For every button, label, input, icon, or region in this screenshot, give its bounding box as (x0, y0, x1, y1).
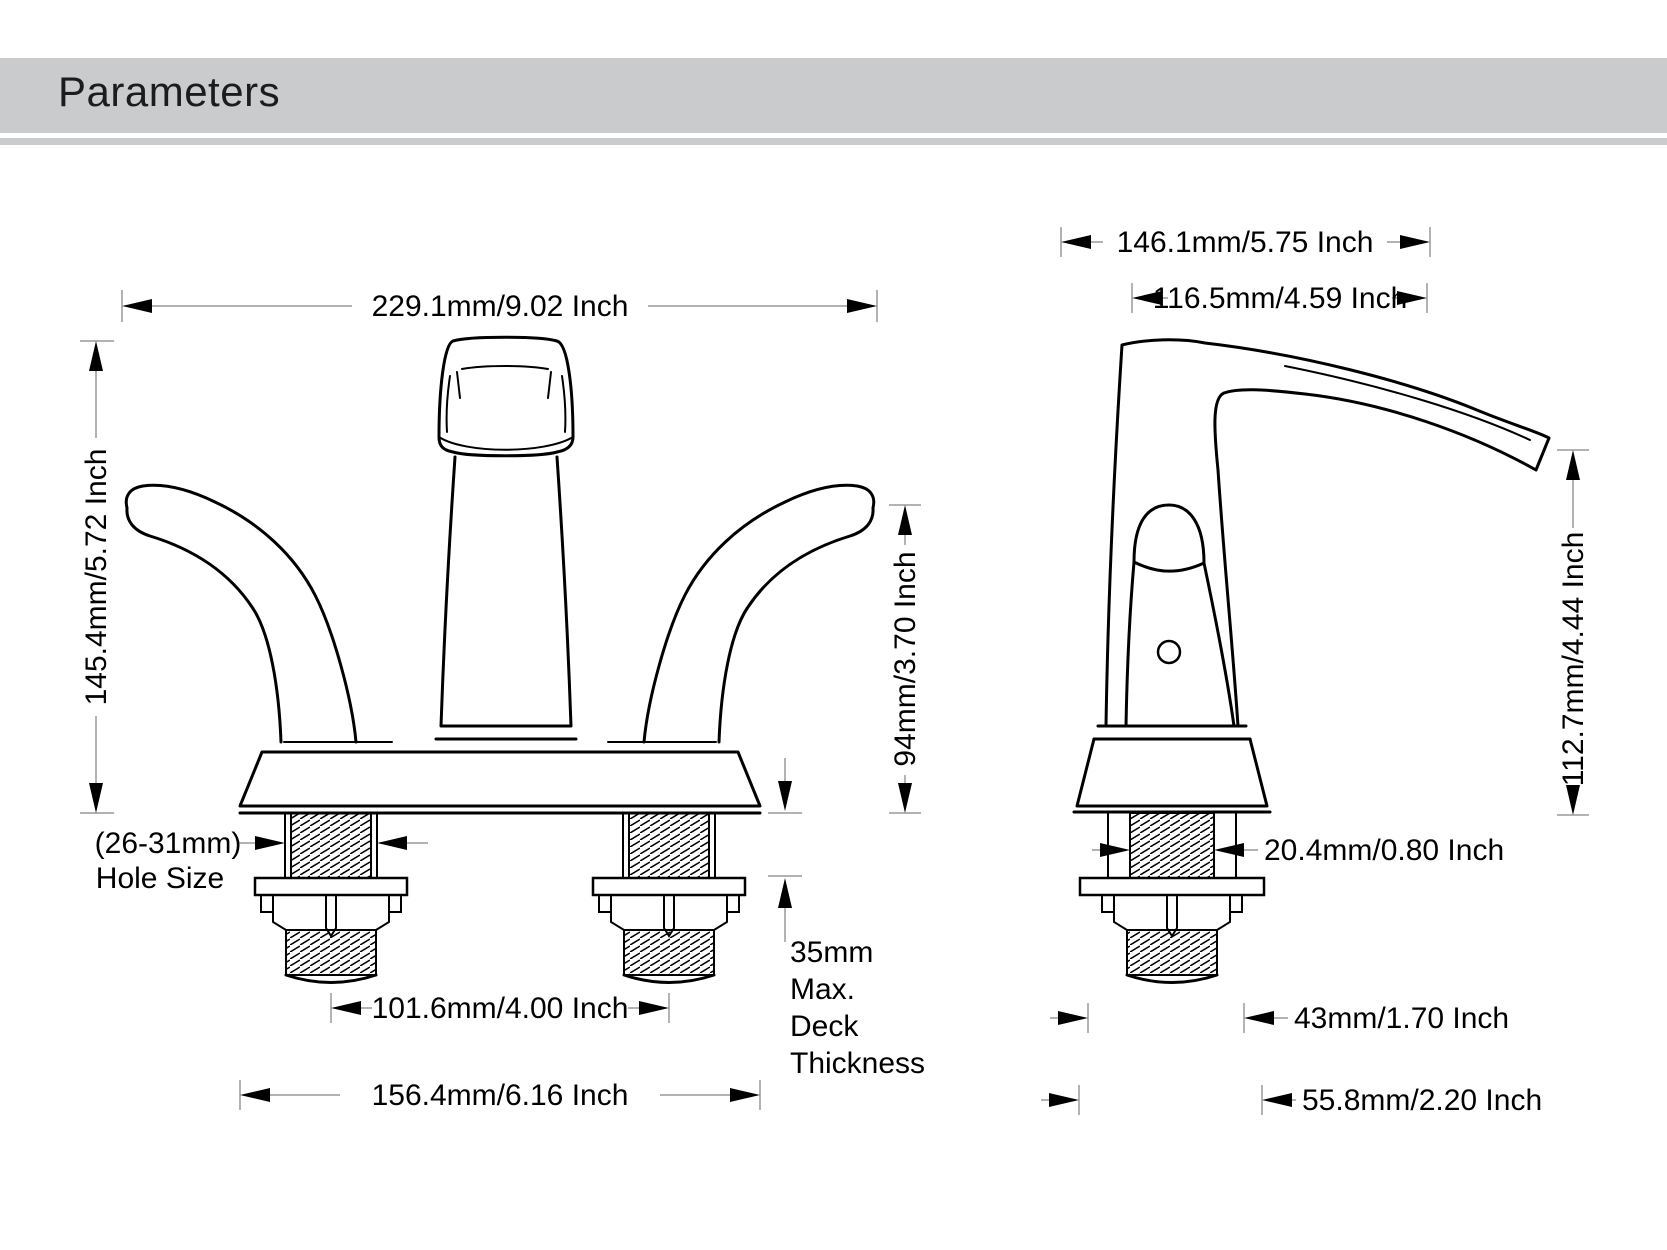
front-dim-base-width-label: 156.4mm/6.16 Inch (371, 1079, 629, 1112)
front-deck-plate (240, 752, 760, 813)
front-dim-overall-height (80, 341, 114, 813)
side-shank (1080, 813, 1264, 983)
front-dim-hole-spacing (331, 992, 669, 1025)
side-dim-overall-depth-label: 146.1mm/5.75 Inch (1116, 226, 1374, 259)
side-base-cap (1094, 726, 1250, 739)
side-dim-overall-depth (1061, 226, 1430, 259)
faucet-dimension-drawing (0, 150, 1667, 1250)
deck-thickness-label-line4: Thickness (790, 1047, 926, 1080)
front-spout-column (436, 457, 576, 739)
side-handle-dome (1126, 505, 1234, 726)
side-dim-height-above-deck (1557, 450, 1590, 815)
front-view (80, 290, 925, 1112)
side-dim-base-depth (1050, 1002, 1509, 1035)
side-dim-spout-reach-label: 116.5mm/4.59 Inch (1152, 282, 1408, 315)
front-handle-right (644, 485, 874, 742)
hole-size-label-line1: (26-31mm) (94, 827, 242, 860)
page-title: Parameters (58, 68, 281, 115)
side-dim-shank-diameter-label: 20.4mm/0.80 Inch (1264, 834, 1505, 867)
side-dim-base-length (1041, 1084, 1542, 1117)
front-dim-overall-width-label: 229.1mm/9.02 Inch (371, 290, 629, 323)
side-dim-height-above-deck-label: 112.7mm/4.44 Inch (1557, 531, 1590, 787)
front-faucet-outline (126, 337, 874, 982)
side-spout-top-edge-line (1285, 366, 1530, 440)
title-underline-band (0, 138, 1667, 145)
side-view (1041, 226, 1590, 1117)
side-base-skirt (1074, 739, 1270, 812)
front-dim-overall-width (122, 290, 877, 323)
deck-thickness-label-line2: Max. (790, 973, 856, 1006)
front-deck-thickness-indicator (768, 758, 925, 1080)
hole-size-label-line2: Hole Size (95, 862, 225, 895)
front-dim-hole-spacing-label: 101.6mm/4.00 Inch (371, 992, 629, 1025)
front-dim-overall-height-label: 145.4mm/5.72 Inch (80, 448, 113, 706)
front-dim-handle-height (889, 505, 922, 813)
side-dim-spout-reach (1132, 282, 1427, 315)
side-faucet-outline (1074, 340, 1549, 983)
side-dim-base-length-label: 55.8mm/2.20 Inch (1302, 1084, 1543, 1117)
front-dim-handle-height-label: 94mm/3.70 Inch (889, 551, 922, 767)
side-dim-base-depth-label: 43mm/1.70 Inch (1294, 1002, 1510, 1035)
front-spout-head-inner (439, 366, 573, 450)
side-body-and-spout (1106, 340, 1549, 726)
front-shank-right (593, 813, 745, 983)
front-shank-left (255, 813, 407, 983)
front-dim-base-width (240, 1079, 760, 1112)
front-handle-left (126, 485, 356, 742)
deck-thickness-label-line1: 35mm (790, 936, 874, 969)
side-handle-button (1158, 641, 1180, 663)
deck-thickness-label-line3: Deck (790, 1010, 859, 1043)
